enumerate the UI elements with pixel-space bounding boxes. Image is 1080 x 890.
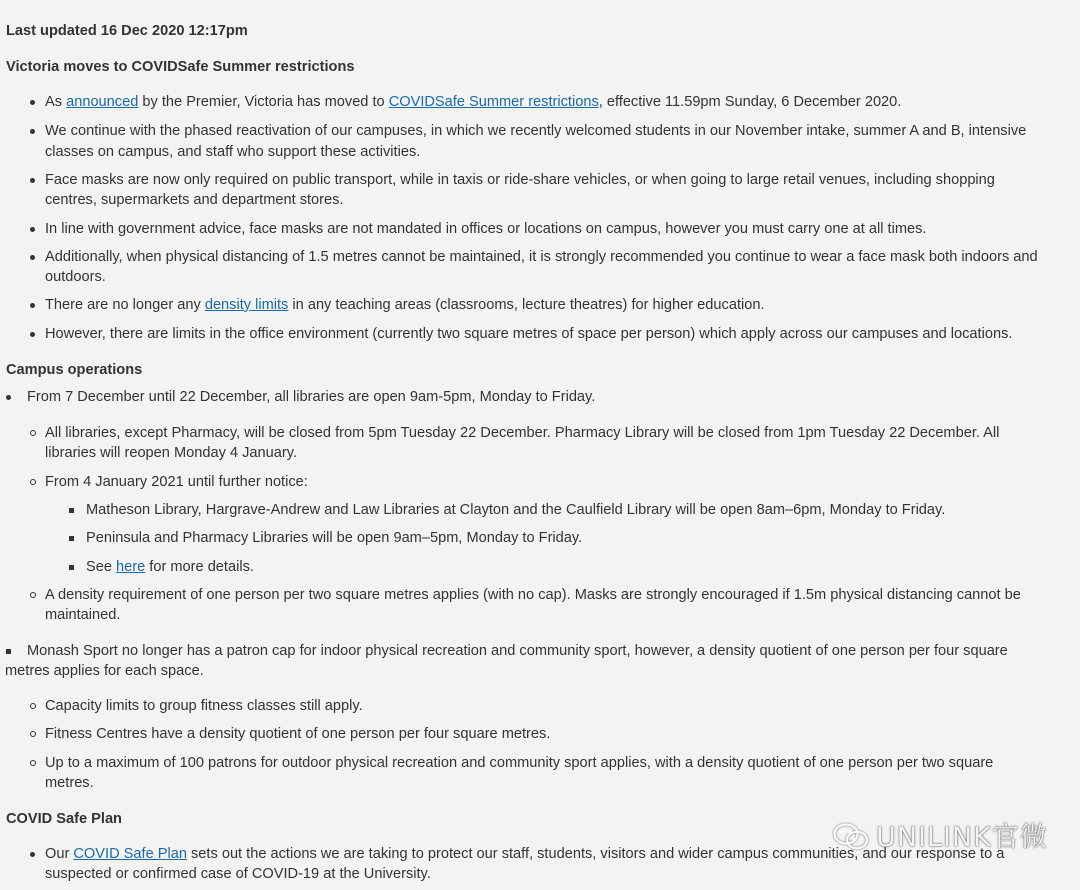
bullet-circle — [30, 479, 36, 485]
bullet-circle — [30, 592, 36, 598]
unilink-watermark — [832, 822, 1048, 854]
here-link[interactable]: here — [116, 559, 146, 575]
wechat-icon — [832, 822, 876, 854]
bullet-square — [69, 508, 74, 513]
bullet-circle — [30, 430, 36, 436]
bullet-disc — [30, 303, 35, 308]
density-limits-link[interactable]: density limits — [204, 297, 289, 313]
bullet-square — [6, 649, 11, 654]
bullet-disc — [30, 227, 35, 232]
announced-link[interactable]: announced — [66, 94, 139, 110]
bullet-circle — [30, 760, 36, 766]
bullet-circle — [30, 731, 36, 737]
bullet-disc — [30, 852, 35, 857]
bullet-square — [69, 536, 74, 541]
section-heading-covid-safe-plan: COVID Safe Plan — [6, 811, 122, 827]
section-heading-summer-restrictions: Victoria moves to COVIDSafe Summer restrictions — [6, 59, 355, 75]
last-updated: Last updated 16 Dec 2020 12:17pm — [6, 23, 248, 39]
watermark-text: UNILINK官微 — [876, 822, 1048, 853]
covidsafe-summer-restrictions-link[interactable]: COVIDSafe Summer restrictions — [388, 94, 599, 110]
article: Last updated 16 Dec 2020 12:17pm Victoria moves to COVIDSafe Summer restrictions As announced by the Premier, Victoria has moved to COVIDSafe Summer restrictions, effective 11.59pm Sunday, 6 December 2020. We continue with the phased reactivation of our campuses, in which we recently welcomed students in our November intake, summer A and B, intensive classes on campus, and staff who support these activities. Face masks are now only required on public transport, while in taxis or ride-share vehicles, or when going to large retail venues, including shopping centres, supermarkets and department stores. In line with government advice, face masks are not mandated in offices or locations on campus, however you must carry one at all times. Additionally, when physical distancing of 1.5 metres cannot be maintained, it is strongly recommended you continue to wear a face mask both indoors and outdoors. There are no longer any density limits in any teaching areas (classrooms, lecture theatres) for higher education. However, there are limits in the office environment (currently two square metres of space per person) which apply across our campuses and locations. Campus operations From 7 December until 22 December, all libraries are open 9am-5pm, Monday to Friday. All libraries, except Pharmacy, will be closed from 5pm Tuesday 22 December. Pharmacy Library will be closed from 1pm Tuesday 22 December. All libraries will reopen Monday 4 January. From 4 January 2021 until further notice: Matheson Library, Hargrave-Andrew and Law Libraries at Clayton and the Caulfield Library will be open 8am–6pm, Monday to Friday. Peninsula and Pharmacy Libraries will be open 9am–5pm, Monday to Friday. See here for more details. A density requirement of one person per two square metres applies (with no cap). Masks are strongly encouraged if 1.5m physical distancing cannot be maintained. Monash Sport no longer has a patron cap for indoor physical recreation and community sport, however, a density quotient of one person per four square metres applies for each space. Capacity limits to group fitness classes still apply. Fitness Centres have a density quotient of one person per four square metres. Up to a maximum of 100 patrons for outdoor physical recreation and community sport applies, with a density quotient of one person per two square metres. COVID Safe Plan Our COVID Safe Plan sets out the actions we are taking to protect our staff, students, visitors and wider campus communities, and our response to a suspected or confirmed case of COVID-19 at the University. UNILINK官微 — [5, 23, 1048, 882]
bullet-disc — [30, 129, 35, 134]
section-heading-campus-operations: Campus operations — [6, 362, 143, 378]
bullet-square — [69, 565, 74, 570]
bullet-disc — [6, 395, 11, 400]
covid-safe-plan-link[interactable]: COVID Safe Plan — [73, 846, 187, 862]
bullet-disc — [30, 100, 35, 105]
bullet-disc — [30, 332, 35, 337]
bullet-disc — [30, 178, 35, 183]
bullet-circle — [30, 703, 36, 709]
bullet-disc — [30, 255, 35, 260]
